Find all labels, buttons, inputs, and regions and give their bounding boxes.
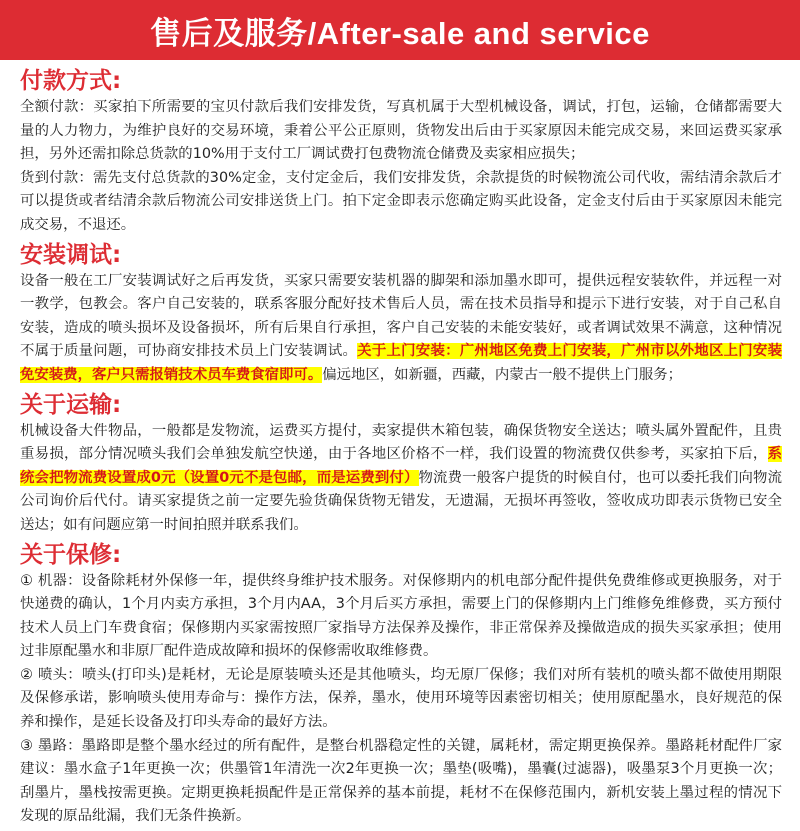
shipping-heading: 关于运输: (20, 391, 122, 418)
payment-heading: 付款方式: (20, 68, 122, 94)
cod-payment-text: 货到付款：需先支付总货款的30%定金，支付定金后，我们安排发货，余款提货的时候物流公司代收，需结清余款后才可以提货或者结清余款后物流公司安排送货上门。拍下定金即表示您确定购买此设备，定金支付后由于买家原因未能完成交易，不退还。 (20, 169, 782, 233)
shipping-section (20, 390, 782, 538)
shipping-paragraph (20, 420, 782, 538)
warranty-heading: 关于保修: (20, 541, 122, 568)
warranty-inkline-text: ③ 墨路：墨路即是整个墨水经过的所有配件，是整台机器稳定性的关键，属耗材，需定期更换保养。墨路耗材配件厂家建议：墨水盒子1年更换一次；供墨管1年清洗一次2年更换一次；墨垫(吸嘴)，墨囊(过滤器)，吸墨泵3个月更换一次；刮墨片，墨栈按需更换。定期更换耗损配件是正常保养的基本前提，耗材不在保修范围内，新机安装上墨过程的情况下发现的原品纰漏，我们无条件换新。 (20, 737, 782, 825)
page-banner (0, 0, 800, 60)
install-paragraph (20, 270, 782, 388)
shipping-text-1: 机械设备大件物品，一般都是发物流，运费买方提付，卖家提供木箱包装，确保货物安全送达；喷头属外置配件，且贵重易损，部分情况喷头我们会单独发航空快递，由于各地区价格不一样，我们设置的物流费仅供参考，买家拍下后， (20, 422, 782, 463)
full-payment-text: 全额付款：买家拍下所需要的宝贝付款后我们安排发货，写真机属于大型机械设备，调试，打包，运输，仓储都需要大量的人力物力，为维护良好的交易环境，秉着公平公正原则，货物发出后由于买家原因未能完成交易，来回运费买家承担，另外还需扣除总货款的10%用于支付工厂调试费打包费物流仓储费及卖家相应损失； (20, 99, 782, 163)
install-section (20, 240, 782, 388)
shipping-text-2: 物流费一般客户提货的时候自付，也可以委托我们向物流公司询价后代付。请买家提货之前一定要先验货确保货物无错发，无遗漏，无损坏再签收，签收成功即表示货物已安全送达；如有问题应第一时间拍照并联系我们。 (20, 469, 782, 533)
install-heading: 安装调试: (20, 241, 122, 268)
payment-section (20, 66, 782, 238)
install-tail: 偏远地区，如新疆，西藏，内蒙古一般不提供上门服务； (322, 366, 682, 383)
banner-title: 售后及服务/After-sale and service (150, 15, 650, 51)
install-highlight: 关于上门安装：广州地区免费上门安装，广州市以外地区上门安装免安装费，客户只需报销技术员车费食宿即可。 (20, 343, 782, 383)
service-content (20, 66, 782, 831)
warranty-machine-text: ① 机器：设备除耗材外保修一年，提供终身维护技术服务。对保修期内的机电部分配件提供免费维修或更换服务，对于快递费的确认，1个月内卖方承担，3个月内AA，3个月后买方承担，需要上门的保修期内上门维修免维修费，买方预付技术人员上门车费食宿；保修期内买家需按照厂家指导方法保养及操作，非正常保养及操做造成的损失买家承担；使用过非原配墨水和非原厂配件造成故障和损坏的保修需收取维修费。 (20, 572, 782, 660)
warranty-nozzle-text: ② 喷头：喷头(打印头)是耗材，无论是原装喷头还是其他喷头，均无原厂保修；我们对所有装机的喷头都不做使用期限及保修承诺，影响喷头使用寿命与：操作方法，保养，墨水，使用环境等因素密切相关；使用原配墨水，良好规范的保养和操作，是延长设备及打印头寿命的最好方法。 (20, 666, 782, 731)
warranty-section (20, 540, 782, 830)
install-text: 设备一般在工厂安装调试好之后再发货，买家只需要安装机器的脚架和添加墨水即可，提供远程安装软件，并远程一对一教学，包教会。客户自己安装的，联系客服分配好技术售后人员，需在技术员指导和提示下进行安装，对于自己私自安装，造成的喷头损坏及设备损坏，所有后果自行承担，客户自己安装的未能安装好，或者调试效果不满意，这种情况不属于质量问题，可协商安排技术员上门安装调试。 (20, 272, 782, 360)
shipping-highlight: 系统会把物流费设置成0元（设置0元不是包邮，而是运费到付） (20, 446, 782, 486)
